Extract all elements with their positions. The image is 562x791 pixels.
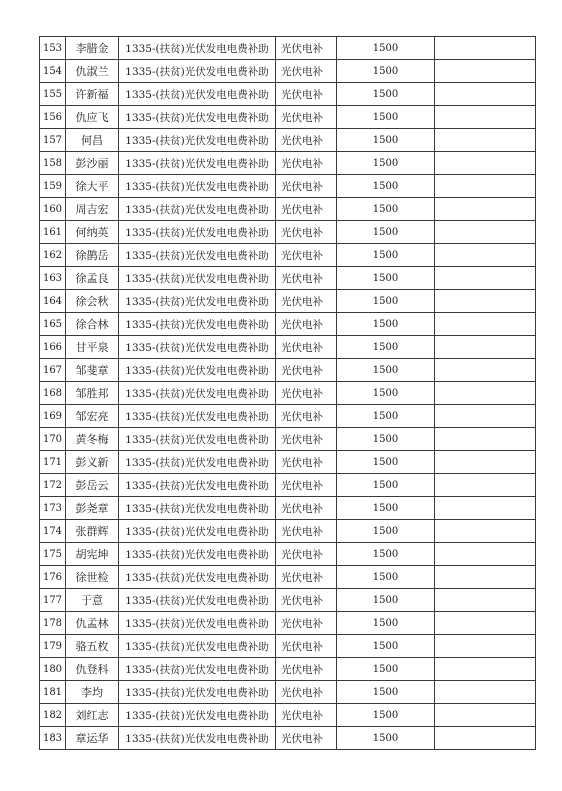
cell-subsidy-type: 光伏电补 xyxy=(276,83,337,106)
cell-recipient-name: 邹胜邦 xyxy=(66,382,119,405)
cell-remarks xyxy=(435,221,536,244)
table-row xyxy=(40,336,536,359)
cell-remarks xyxy=(435,520,536,543)
cell-recipient-name: 徐合林 xyxy=(66,313,119,336)
cell-remarks xyxy=(435,681,536,704)
cell-recipient-name: 彭义新 xyxy=(66,451,119,474)
cell-recipient-name: 彭尧章 xyxy=(66,497,119,520)
cell-row-number: 167 xyxy=(40,359,66,382)
cell-recipient-name: 何纳英 xyxy=(66,221,119,244)
cell-amount: 1500 xyxy=(337,290,435,313)
cell-recipient-name: 仇登科 xyxy=(66,658,119,681)
cell-amount: 1500 xyxy=(337,83,435,106)
table-row xyxy=(40,244,536,267)
table-row xyxy=(40,313,536,336)
cell-amount: 1500 xyxy=(337,543,435,566)
table-row xyxy=(40,428,536,451)
cell-subsidy-type: 光伏电补 xyxy=(276,359,337,382)
cell-subsidy-item: 1335-(扶贫)光伏发电电费补助 xyxy=(119,267,276,290)
cell-amount: 1500 xyxy=(337,198,435,221)
cell-subsidy-type: 光伏电补 xyxy=(276,267,337,290)
cell-subsidy-item: 1335-(扶贫)光伏发电电费补助 xyxy=(119,244,276,267)
cell-amount: 1500 xyxy=(337,474,435,497)
cell-subsidy-type: 光伏电补 xyxy=(276,635,337,658)
cell-subsidy-item: 1335-(扶贫)光伏发电电费补助 xyxy=(119,704,276,727)
cell-subsidy-item: 1335-(扶贫)光伏发电电费补助 xyxy=(119,37,276,60)
cell-remarks xyxy=(435,428,536,451)
cell-remarks xyxy=(435,405,536,428)
cell-recipient-name: 李腊金 xyxy=(66,37,119,60)
cell-subsidy-item: 1335-(扶贫)光伏发电电费补助 xyxy=(119,60,276,83)
cell-row-number: 162 xyxy=(40,244,66,267)
cell-amount: 1500 xyxy=(337,359,435,382)
cell-recipient-name: 徐孟良 xyxy=(66,267,119,290)
cell-remarks xyxy=(435,198,536,221)
table-row xyxy=(40,382,536,405)
table-row xyxy=(40,83,536,106)
cell-remarks xyxy=(435,589,536,612)
cell-row-number: 173 xyxy=(40,497,66,520)
cell-amount: 1500 xyxy=(337,152,435,175)
cell-amount: 1500 xyxy=(337,60,435,83)
cell-remarks xyxy=(435,83,536,106)
cell-row-number: 177 xyxy=(40,589,66,612)
table-row xyxy=(40,658,536,681)
cell-subsidy-type: 光伏电补 xyxy=(276,106,337,129)
cell-subsidy-item: 1335-(扶贫)光伏发电电费补助 xyxy=(119,612,276,635)
cell-subsidy-type: 光伏电补 xyxy=(276,405,337,428)
cell-recipient-name: 甘平泉 xyxy=(66,336,119,359)
cell-recipient-name: 彭岳云 xyxy=(66,474,119,497)
cell-amount: 1500 xyxy=(337,37,435,60)
cell-remarks xyxy=(435,497,536,520)
table-row xyxy=(40,589,536,612)
table-row xyxy=(40,267,536,290)
cell-subsidy-item: 1335-(扶贫)光伏发电电费补助 xyxy=(119,589,276,612)
table-row xyxy=(40,727,536,750)
cell-subsidy-type: 光伏电补 xyxy=(276,612,337,635)
cell-row-number: 180 xyxy=(40,658,66,681)
cell-row-number: 182 xyxy=(40,704,66,727)
cell-row-number: 164 xyxy=(40,290,66,313)
cell-amount: 1500 xyxy=(337,451,435,474)
table-body xyxy=(40,37,536,750)
cell-recipient-name: 徐世检 xyxy=(66,566,119,589)
cell-remarks xyxy=(435,37,536,60)
cell-subsidy-item: 1335-(扶贫)光伏发电电费补助 xyxy=(119,106,276,129)
cell-amount: 1500 xyxy=(337,704,435,727)
cell-row-number: 156 xyxy=(40,106,66,129)
cell-subsidy-item: 1335-(扶贫)光伏发电电费补助 xyxy=(119,658,276,681)
cell-subsidy-item: 1335-(扶贫)光伏发电电费补助 xyxy=(119,359,276,382)
cell-row-number: 163 xyxy=(40,267,66,290)
table-row xyxy=(40,681,536,704)
cell-recipient-name: 徐会秋 xyxy=(66,290,119,313)
cell-row-number: 153 xyxy=(40,37,66,60)
cell-subsidy-type: 光伏电补 xyxy=(276,520,337,543)
cell-remarks xyxy=(435,336,536,359)
cell-subsidy-type: 光伏电补 xyxy=(276,382,337,405)
cell-amount: 1500 xyxy=(337,405,435,428)
cell-subsidy-type: 光伏电补 xyxy=(276,37,337,60)
cell-subsidy-type: 光伏电补 xyxy=(276,704,337,727)
cell-subsidy-item: 1335-(扶贫)光伏发电电费补助 xyxy=(119,681,276,704)
cell-remarks xyxy=(435,382,536,405)
cell-subsidy-type: 光伏电补 xyxy=(276,290,337,313)
cell-subsidy-item: 1335-(扶贫)光伏发电电费补助 xyxy=(119,635,276,658)
cell-remarks xyxy=(435,704,536,727)
table-row xyxy=(40,520,536,543)
cell-amount: 1500 xyxy=(337,129,435,152)
cell-remarks xyxy=(435,612,536,635)
cell-amount: 1500 xyxy=(337,520,435,543)
cell-remarks xyxy=(435,566,536,589)
cell-subsidy-type: 光伏电补 xyxy=(276,175,337,198)
cell-remarks xyxy=(435,267,536,290)
table-row xyxy=(40,359,536,382)
cell-amount: 1500 xyxy=(337,497,435,520)
cell-remarks xyxy=(435,129,536,152)
cell-recipient-name: 于意 xyxy=(66,589,119,612)
cell-subsidy-type: 光伏电补 xyxy=(276,60,337,83)
cell-subsidy-item: 1335-(扶贫)光伏发电电费补助 xyxy=(119,83,276,106)
cell-subsidy-item: 1335-(扶贫)光伏发电电费补助 xyxy=(119,727,276,750)
table-row xyxy=(40,704,536,727)
table-row xyxy=(40,451,536,474)
cell-row-number: 169 xyxy=(40,405,66,428)
table-row xyxy=(40,106,536,129)
cell-subsidy-item: 1335-(扶贫)光伏发电电费补助 xyxy=(119,566,276,589)
cell-row-number: 171 xyxy=(40,451,66,474)
cell-amount: 1500 xyxy=(337,313,435,336)
cell-recipient-name: 李均 xyxy=(66,681,119,704)
table-row xyxy=(40,635,536,658)
cell-recipient-name: 徐大平 xyxy=(66,175,119,198)
cell-recipient-name: 骆五枚 xyxy=(66,635,119,658)
cell-amount: 1500 xyxy=(337,382,435,405)
cell-recipient-name: 周吉宏 xyxy=(66,198,119,221)
cell-amount: 1500 xyxy=(337,727,435,750)
cell-subsidy-item: 1335-(扶贫)光伏发电电费补助 xyxy=(119,336,276,359)
table-row xyxy=(40,290,536,313)
cell-subsidy-type: 光伏电补 xyxy=(276,313,337,336)
cell-amount: 1500 xyxy=(337,244,435,267)
table-row xyxy=(40,198,536,221)
cell-subsidy-type: 光伏电补 xyxy=(276,589,337,612)
cell-remarks xyxy=(435,727,536,750)
cell-remarks xyxy=(435,635,536,658)
cell-recipient-name: 何昌 xyxy=(66,129,119,152)
cell-remarks xyxy=(435,658,536,681)
cell-subsidy-item: 1335-(扶贫)光伏发电电费补助 xyxy=(119,497,276,520)
cell-amount: 1500 xyxy=(337,428,435,451)
cell-row-number: 170 xyxy=(40,428,66,451)
cell-subsidy-item: 1335-(扶贫)光伏发电电费补助 xyxy=(119,313,276,336)
cell-recipient-name: 邹宏亮 xyxy=(66,405,119,428)
cell-recipient-name: 徐鹊岳 xyxy=(66,244,119,267)
cell-subsidy-type: 光伏电补 xyxy=(276,152,337,175)
cell-subsidy-type: 光伏电补 xyxy=(276,566,337,589)
cell-recipient-name: 黄冬梅 xyxy=(66,428,119,451)
cell-amount: 1500 xyxy=(337,681,435,704)
cell-subsidy-type: 光伏电补 xyxy=(276,727,337,750)
cell-row-number: 165 xyxy=(40,313,66,336)
cell-row-number: 159 xyxy=(40,175,66,198)
cell-row-number: 174 xyxy=(40,520,66,543)
cell-subsidy-item: 1335-(扶贫)光伏发电电费补助 xyxy=(119,520,276,543)
cell-recipient-name: 许新福 xyxy=(66,83,119,106)
cell-row-number: 172 xyxy=(40,474,66,497)
cell-row-number: 161 xyxy=(40,221,66,244)
table-row xyxy=(40,612,536,635)
cell-row-number: 178 xyxy=(40,612,66,635)
cell-subsidy-item: 1335-(扶贫)光伏发电电费补助 xyxy=(119,129,276,152)
table-row xyxy=(40,175,536,198)
cell-amount: 1500 xyxy=(337,635,435,658)
subsidy-table xyxy=(39,36,536,750)
cell-row-number: 179 xyxy=(40,635,66,658)
cell-remarks xyxy=(435,152,536,175)
cell-remarks xyxy=(435,175,536,198)
cell-amount: 1500 xyxy=(337,267,435,290)
table-row xyxy=(40,405,536,428)
cell-subsidy-item: 1335-(扶贫)光伏发电电费补助 xyxy=(119,221,276,244)
cell-remarks xyxy=(435,244,536,267)
cell-subsidy-type: 光伏电补 xyxy=(276,428,337,451)
cell-subsidy-type: 光伏电补 xyxy=(276,474,337,497)
table-row xyxy=(40,474,536,497)
table-row xyxy=(40,566,536,589)
table-row xyxy=(40,221,536,244)
cell-row-number: 157 xyxy=(40,129,66,152)
cell-recipient-name: 仇应飞 xyxy=(66,106,119,129)
cell-subsidy-type: 光伏电补 xyxy=(276,497,337,520)
cell-remarks xyxy=(435,106,536,129)
cell-subsidy-item: 1335-(扶贫)光伏发电电费补助 xyxy=(119,290,276,313)
cell-recipient-name: 邹斐章 xyxy=(66,359,119,382)
cell-subsidy-item: 1335-(扶贫)光伏发电电费补助 xyxy=(119,428,276,451)
cell-row-number: 176 xyxy=(40,566,66,589)
cell-subsidy-item: 1335-(扶贫)光伏发电电费补助 xyxy=(119,543,276,566)
cell-subsidy-type: 光伏电补 xyxy=(276,336,337,359)
table-row xyxy=(40,60,536,83)
cell-subsidy-item: 1335-(扶贫)光伏发电电费补助 xyxy=(119,451,276,474)
cell-row-number: 154 xyxy=(40,60,66,83)
cell-subsidy-item: 1335-(扶贫)光伏发电电费补助 xyxy=(119,474,276,497)
table-row xyxy=(40,543,536,566)
cell-remarks xyxy=(435,60,536,83)
cell-subsidy-type: 光伏电补 xyxy=(276,681,337,704)
cell-recipient-name: 胡宪坤 xyxy=(66,543,119,566)
cell-row-number: 183 xyxy=(40,727,66,750)
cell-recipient-name: 仇孟林 xyxy=(66,612,119,635)
table-row xyxy=(40,152,536,175)
cell-subsidy-item: 1335-(扶贫)光伏发电电费补助 xyxy=(119,175,276,198)
cell-remarks xyxy=(435,359,536,382)
cell-subsidy-type: 光伏电补 xyxy=(276,221,337,244)
cell-remarks xyxy=(435,543,536,566)
cell-recipient-name: 张群辉 xyxy=(66,520,119,543)
cell-remarks xyxy=(435,474,536,497)
cell-subsidy-type: 光伏电补 xyxy=(276,244,337,267)
cell-amount: 1500 xyxy=(337,566,435,589)
table-row xyxy=(40,497,536,520)
cell-row-number: 181 xyxy=(40,681,66,704)
cell-amount: 1500 xyxy=(337,589,435,612)
cell-row-number: 168 xyxy=(40,382,66,405)
cell-subsidy-type: 光伏电补 xyxy=(276,129,337,152)
cell-subsidy-type: 光伏电补 xyxy=(276,451,337,474)
cell-subsidy-type: 光伏电补 xyxy=(276,198,337,221)
cell-amount: 1500 xyxy=(337,221,435,244)
cell-remarks xyxy=(435,451,536,474)
cell-recipient-name: 仇淑兰 xyxy=(66,60,119,83)
cell-subsidy-item: 1335-(扶贫)光伏发电电费补助 xyxy=(119,198,276,221)
cell-amount: 1500 xyxy=(337,175,435,198)
cell-remarks xyxy=(435,290,536,313)
table-row xyxy=(40,37,536,60)
cell-amount: 1500 xyxy=(337,658,435,681)
cell-recipient-name: 彭沙丽 xyxy=(66,152,119,175)
cell-row-number: 175 xyxy=(40,543,66,566)
cell-recipient-name: 刘红志 xyxy=(66,704,119,727)
cell-row-number: 155 xyxy=(40,83,66,106)
table-row xyxy=(40,129,536,152)
cell-subsidy-item: 1335-(扶贫)光伏发电电费补助 xyxy=(119,405,276,428)
cell-remarks xyxy=(435,313,536,336)
cell-subsidy-type: 光伏电补 xyxy=(276,543,337,566)
cell-row-number: 158 xyxy=(40,152,66,175)
cell-row-number: 166 xyxy=(40,336,66,359)
cell-amount: 1500 xyxy=(337,336,435,359)
cell-subsidy-item: 1335-(扶贫)光伏发电电费补助 xyxy=(119,382,276,405)
cell-recipient-name: 章运华 xyxy=(66,727,119,750)
cell-amount: 1500 xyxy=(337,612,435,635)
cell-amount: 1500 xyxy=(337,106,435,129)
cell-row-number: 160 xyxy=(40,198,66,221)
cell-subsidy-type: 光伏电补 xyxy=(276,658,337,681)
cell-subsidy-item: 1335-(扶贫)光伏发电电费补助 xyxy=(119,152,276,175)
